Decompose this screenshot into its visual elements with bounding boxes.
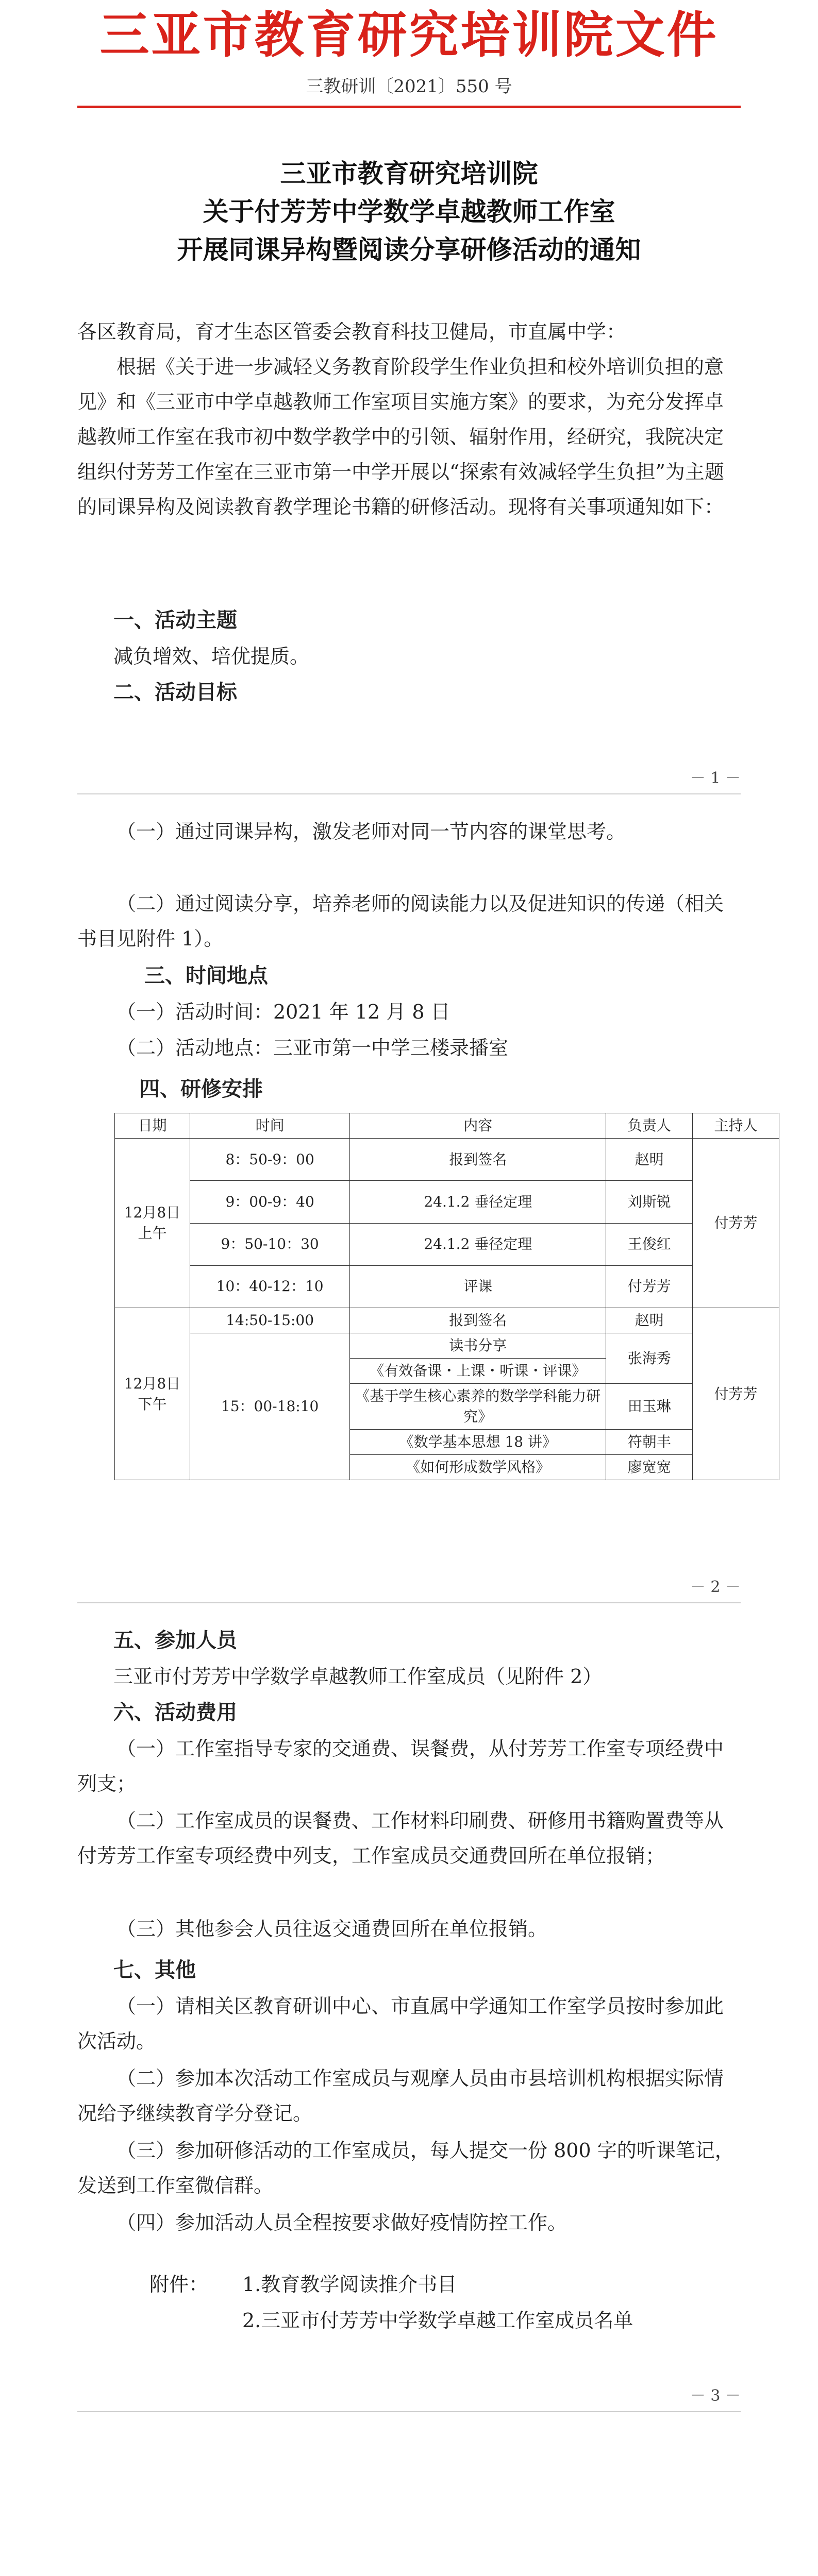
section-1-text: 减负增效、培优提质。: [113, 645, 310, 668]
page-separator-3: [77, 2411, 741, 2412]
table-cell-time: 9：50-10：30: [190, 1223, 349, 1265]
table-cell-content: 报到签名: [350, 1139, 606, 1181]
table-cell-person: 赵明: [606, 1308, 693, 1333]
notice-title-line3: 开展同课异构暨阅读分享研修活动的通知: [177, 234, 641, 265]
page-separator-2: [77, 1602, 741, 1603]
table-row: [115, 1223, 779, 1265]
section-6-item-1: （一）工作室指导专家的交通费、误餐费，从付芳芳工作室专项经费中列支；: [77, 1737, 724, 1795]
afternoon-date-cell: 12月8日下午: [115, 1308, 190, 1480]
table-cell-content: 读书分享: [350, 1333, 606, 1359]
header-host: 主持人: [693, 1113, 779, 1139]
attachment-item-1: 1.教育教学阅读推介书目: [242, 2273, 457, 2296]
table-cell-time: 10：40-12：10: [190, 1265, 349, 1308]
table-cell-content: 《如何形成数学风格》: [350, 1455, 606, 1480]
header-red-divider: [77, 106, 741, 108]
section-7-title: 七、其他: [113, 1958, 196, 1982]
salutation: 各区教育局，育才生态区管委会教育科技卫健局，市直属中学：: [77, 320, 626, 343]
schedule-header-row: [115, 1113, 779, 1139]
section-3-time: （一）活动时间：2021 年 12 月 8 日: [116, 1001, 450, 1023]
table-cell-person: 张海秀: [606, 1333, 693, 1384]
header-date: 日期: [115, 1113, 190, 1139]
table-cell-time: 14:50-15:00: [190, 1308, 349, 1333]
section-7-item-4: （四）参加活动人员全程按要求做好疫情防控工作。: [116, 2211, 567, 2234]
table-cell-person: 付芳芳: [606, 1265, 693, 1308]
section-7-item-3: （三）参加研修活动的工作室成员，每人提交一份 800 字的听课笔记，发送到工作室微信群。: [77, 2139, 734, 2197]
header-person: 负责人: [606, 1113, 693, 1139]
notice-title-line1: 三亚市教育研究培训院: [280, 158, 538, 189]
section-7-item-1: （一）请相关区教育研训中心、市直属中学通知工作室学员按时参加此次活动。: [77, 1995, 724, 2053]
table-row: [115, 1139, 779, 1181]
table-cell-person: 田玉琳: [606, 1384, 693, 1430]
section-5-text: 三亚市付芳芳中学数学卓越教师工作室成员（见附件 2）: [113, 1665, 603, 1688]
section-2-title: 二、活动目标: [113, 680, 237, 704]
attachment-item-2: 2.三亚市付芳芳中学数学卓越工作室成员名单: [242, 2309, 633, 2332]
header-content: 内容: [350, 1113, 606, 1139]
section-3-title: 三、时间地点: [144, 963, 268, 988]
table-cell-content: 《有效备课・上课・听课・评课》: [350, 1359, 606, 1384]
page-number-3: － 3 －: [690, 2387, 741, 2405]
table-cell-time: 8：50-9：00: [190, 1139, 349, 1181]
morning-date-cell: 12月8日上午: [115, 1139, 190, 1308]
table-row: [115, 1333, 779, 1359]
table-cell-person: 符朝丰: [606, 1430, 693, 1455]
section-1-title: 一、活动主题: [113, 608, 237, 632]
table-cell-content: 24.1.2 垂径定理: [350, 1181, 606, 1223]
section-7-item-2: （二）参加本次活动工作室成员与观摩人员由市县培训机构根据实际情况给予继续教育学分登记。: [77, 2067, 724, 2125]
header-time: 时间: [190, 1113, 349, 1139]
attachments-label: 附件：: [149, 2273, 209, 2296]
page-separator-1: [77, 793, 741, 794]
page-number-1: － 1 －: [690, 769, 741, 787]
page-number-2: － 2 －: [690, 1578, 741, 1596]
table-cell-content: 《数学基本思想 18 讲》: [350, 1430, 606, 1455]
section-2-item-2: （二）通过阅读分享，培养老师的阅读能力以及促进知识的传递（相关书目见附件 1）。: [77, 892, 724, 950]
table-row: [115, 1181, 779, 1223]
afternoon-time-cell: 15：00-18:10: [190, 1333, 349, 1480]
table-cell-person: 赵明: [606, 1139, 693, 1181]
document-header-title: 三亚市教育研究培训院文件: [99, 6, 719, 64]
afternoon-host-cell: 付芳芳: [693, 1308, 779, 1480]
table-cell-person: 廖宽宽: [606, 1455, 693, 1480]
table-cell-person: 王俊红: [606, 1223, 693, 1265]
schedule-table: [114, 1113, 779, 1480]
table-cell-content: 报到签名: [350, 1308, 606, 1333]
section-6-title: 六、活动费用: [113, 1700, 237, 1724]
table-cell-content: 评课: [350, 1265, 606, 1308]
table-cell-person: 刘斯锐: [606, 1181, 693, 1223]
table-cell-time: 9：00-9：40: [190, 1181, 349, 1223]
section-2-item-1: （一）通过同课异构，激发老师对同一节内容的课堂思考。: [116, 820, 626, 843]
table-row: [115, 1265, 779, 1308]
section-5-title: 五、参加人员: [113, 1628, 237, 1652]
section-6-item-3: （三）其他参会人员往返交通费回所在单位报销。: [116, 1918, 548, 1940]
table-cell-content: 24.1.2 垂径定理: [350, 1223, 606, 1265]
table-row: [115, 1308, 779, 1333]
section-6-item-2: （二）工作室成员的误餐费、工作材料印刷费、研修用书籍购置费等从付芳芳工作室专项经费中列支，工作室成员交通费回所在单位报销；: [77, 1809, 724, 1867]
document-number: 三教研训〔2021〕550 号: [306, 76, 512, 97]
section-4-title: 四、研修安排: [139, 1077, 263, 1101]
notice-title-line2: 关于付芳芳中学数学卓越教师工作室: [203, 196, 615, 227]
section-3-place: （二）活动地点：三亚市第一中学三楼录播室: [116, 1037, 509, 1059]
morning-host-cell: 付芳芳: [693, 1139, 779, 1308]
intro-paragraph: 根据《关于进一步减轻义务教育阶段学生作业负担和校外培训负担的意见》和《三亚市中学卓越教师工作室项目实施方案》的要求，为充分发挥卓越教师工作室在我市初中数学教学中的引领、辐射作用，经研究，我院决定组织付芳芳工作室在三亚市第一中学开展以“探索有效减轻学生负担”为主题的同课异构及阅读教育教学理论书籍的研修活动。现将有关事项通知如下：: [77, 355, 724, 518]
table-cell-content: 《基于学生核心素养的数学学科能力研究》: [350, 1384, 606, 1430]
